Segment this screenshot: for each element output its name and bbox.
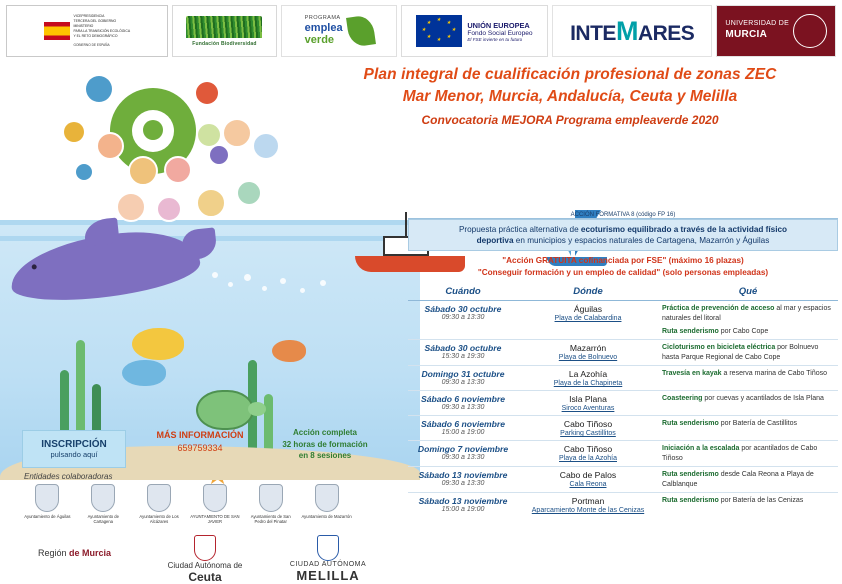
ue-line3: El FSE invierte en tu futuro [467, 36, 523, 42]
fish-icon [272, 340, 306, 362]
ue-line1: UNIÓN EUROPEA [467, 20, 530, 30]
crest-icon [315, 484, 339, 512]
illustration [0, 60, 420, 480]
crest-icon [147, 484, 171, 512]
collaborator-name: Ayuntamiento de San Pedro del Pinatar [250, 514, 291, 525]
column-header-what: Qué [658, 284, 838, 301]
empleaverde-emplea: emplea [304, 21, 343, 34]
row-date: Domingo 31 octubre [421, 369, 505, 380]
cell-when [408, 467, 518, 493]
cell-where [518, 391, 658, 416]
gear-icon [64, 122, 84, 142]
empleaverde-programa: PROGRAMA [304, 15, 341, 22]
row-place: Cabo Tiñoso [563, 419, 613, 430]
row-time: 09:30 a 13:30 [441, 314, 485, 322]
gobierno-text [74, 14, 131, 47]
universidad-text [725, 20, 789, 41]
ceuta-line1: Ciudad Autónoma de [167, 561, 243, 570]
cell-what [658, 416, 838, 441]
fundacion-label: Fundación Biodiversidad [192, 40, 257, 47]
activity-rest: por Cabo Cope [718, 327, 769, 335]
row-place-sub: Playa de Calabardina [554, 315, 622, 323]
fish-icon [122, 360, 166, 386]
collaborator-logo [189, 484, 240, 524]
cell-what [658, 301, 838, 340]
row-place-sub: Playa de la Chapineta [553, 380, 623, 388]
avatar [252, 132, 280, 160]
intemares-wordmark [570, 16, 694, 47]
universidad-line1: UNIVERSIDAD DE [725, 20, 790, 28]
logo-intemares [552, 5, 712, 57]
row-activity [662, 419, 834, 428]
row-activity [662, 444, 834, 463]
table-row [408, 416, 838, 441]
collaborator-name: Ayuntamiento de Los Alcázares [139, 514, 179, 525]
row-place-sub: Playa de la Azohía [559, 455, 617, 463]
row-place: Mazarrón [569, 343, 607, 354]
row-place-sub: Siroco Aventuras [561, 405, 615, 413]
spain-flag-icon [44, 22, 70, 40]
crest-icon [91, 484, 115, 512]
row-place: La Azohía [568, 369, 608, 380]
leaf-icon [346, 14, 376, 47]
melilla-line2: MELILLA [296, 568, 360, 583]
activity-bold: Iniciación a la escalada [662, 445, 740, 453]
table-row [408, 467, 838, 493]
activity-bold: Ruta senderismo [662, 420, 719, 428]
row-activity [662, 470, 834, 489]
collaborator-name: Ayuntamiento de Cartagena [87, 514, 119, 525]
row-activity [662, 304, 834, 323]
table-row [408, 340, 838, 366]
collaborators-row [22, 484, 352, 524]
grass-icon [186, 16, 262, 38]
cell-what [658, 366, 838, 391]
activity-bold: Ruta senderismo [662, 497, 719, 505]
gob-line3: MINISTERIO [73, 24, 94, 29]
row-date: Sábado 6 noviembre [420, 394, 506, 405]
row-date: Domingo 7 noviembre [417, 444, 509, 455]
row-date: Sábado 30 octubre [424, 304, 502, 315]
inscription-subtitle: pulsando aquí [50, 450, 98, 459]
cell-when [408, 441, 518, 467]
table-row [408, 391, 838, 416]
complete-action-line2: 32 horas de formación [282, 439, 368, 449]
more-info-phone[interactable]: 659759334 [177, 443, 223, 453]
row-place: Cabo Tiñoso [563, 444, 613, 455]
activity-bold: Coasteering [662, 395, 703, 403]
activity-rest: por cuevas y acantilados de Isla Plana [702, 395, 824, 403]
cell-what [658, 441, 838, 467]
activity-rest: desde Cala Reona a Playa de Calblanque [662, 471, 814, 488]
row-place: Portman [571, 496, 605, 507]
row-date: Sábado 6 noviembre [420, 419, 506, 430]
row-date: Sábado 13 noviembre [418, 470, 508, 481]
eu-flag-icon: ★ ★ ★ ★ ★ ★ ★ ★ [416, 15, 462, 47]
title-line-2: Mar Menor, Murcia, Andalucía, Ceuta y Melilla [402, 88, 738, 105]
intemares-mid: M [615, 15, 638, 46]
activity-bold: Ruta senderismo [662, 327, 719, 335]
gear-icon [210, 146, 228, 164]
row-activity [662, 496, 834, 505]
ceuta-line2: Ceuta [188, 570, 222, 584]
cell-when [408, 391, 518, 416]
table-row [408, 301, 838, 340]
collaborator-logo [134, 484, 185, 524]
collaborator-name: Ayuntamiento de Águilas [24, 514, 71, 519]
cell-where [518, 416, 658, 441]
activity-bold: Travesía en kayak [662, 370, 722, 378]
complete-action-block [270, 427, 380, 462]
title-line-3: Convocatoria MEJORA Programa empleaverde 2020 [421, 113, 719, 127]
avatar [222, 118, 252, 148]
column-header-where: Dónde [518, 284, 658, 301]
row-place: Águilas [573, 304, 603, 315]
gear-hub [143, 120, 163, 140]
cell-what [658, 493, 838, 518]
logo-ceuta [150, 535, 260, 584]
activity-rest: por Batería de las Cenizas [718, 497, 804, 505]
crest-icon [203, 484, 227, 512]
activity-bold: Práctica de prevención de acceso [662, 305, 775, 313]
more-info-block [140, 430, 260, 453]
collaborator-logo [78, 484, 129, 524]
ue-text [467, 21, 532, 42]
row-place-sub: Cala Reona [569, 481, 607, 489]
avatar [236, 180, 262, 206]
row-activity [662, 343, 834, 362]
action-desc-part1: Propuesta práctica alternativa de [458, 225, 581, 234]
gob-line5: Y EL RETO DEMOGRÁFICO [73, 34, 118, 39]
action-desc-bold1: ecoturismo equilibrado a través de la actividad físico [580, 225, 788, 234]
logo-union-europea [401, 5, 548, 57]
turtle-icon [196, 390, 254, 430]
activity-rest: a reserva marina de Cabo Tiñoso [721, 370, 828, 378]
melilla-crest-icon [317, 535, 339, 561]
cell-when [408, 493, 518, 518]
intemares-pre: INTE [570, 21, 616, 45]
empleaverde-text [305, 15, 343, 47]
cell-what [658, 391, 838, 416]
logo-region-murcia [38, 548, 111, 558]
inscription-button[interactable] [22, 430, 126, 468]
avatar [116, 192, 146, 222]
ceuta-crest-icon [194, 535, 216, 561]
collaborators-label: Entidades colaboradoras [24, 472, 113, 481]
avatar [196, 188, 226, 218]
action-note-1: "Acción GRATUITA cofinanciada por FSE" (máximo 16 plazas) [502, 256, 744, 266]
gob-line4: PARA LA TRANSICIÓN ECOLÓGICA [73, 29, 131, 34]
logo-fundacion-biodiversidad [172, 5, 278, 57]
table-header-row [408, 284, 838, 301]
row-place: Isla Plana [569, 394, 607, 405]
action-note-2: "Conseguir formación y un empleo de calidad" (solo personas empleadas) [477, 267, 769, 277]
avatar [96, 132, 124, 160]
gob-line2: TERCERA DEL GOBIERNO [73, 19, 117, 24]
row-activity [662, 327, 834, 336]
crest-icon [35, 484, 59, 512]
row-time: 09:30 a 13:30 [441, 404, 485, 412]
row-time: 15:30 a 19:30 [441, 353, 485, 361]
activity-rest: al mar y espacios naturales del litoral [662, 305, 831, 322]
cell-where [518, 301, 658, 340]
row-date: Sábado 30 octubre [424, 343, 502, 354]
universidad-line2: MURCIA [725, 29, 768, 41]
region-word-1: Región [38, 548, 67, 558]
cell-when [408, 416, 518, 441]
collaborator-name: AYUNTAMIENTO DE SAN JAVIER [190, 514, 240, 525]
activity-rest: por Bolnuevo hasta Parque Regional de Cabo Cope [662, 344, 819, 361]
gear-icon [76, 164, 92, 180]
table-row [408, 493, 838, 518]
cell-where [518, 366, 658, 391]
collaborator-logo [22, 484, 73, 524]
action-desc-part2: en municipios y espacios naturales de Cartagena, Mazarrón y Águilas [513, 236, 770, 246]
title-line-1: Plan integral de cualificación profesional de zonas ZEC [363, 66, 777, 83]
fish-icon [132, 328, 184, 360]
activity-bold: Cicloturismo en bicicleta eléctrica [662, 344, 776, 352]
avatar [128, 156, 158, 186]
gear-icon [86, 76, 112, 102]
row-time: 15:00 a 19:00 [441, 506, 485, 514]
row-place: Cabo de Palos [559, 470, 617, 481]
row-place-sub: Playa de Bolnuevo [558, 354, 618, 362]
cell-what [658, 340, 838, 366]
empleaverde-verde: verde [304, 34, 335, 47]
region-word-2: de Murcia [69, 548, 112, 558]
melilla-line1: CIUDAD AUTÓNOMA [289, 561, 367, 568]
logo-empleaverde [281, 5, 397, 57]
cell-when [408, 301, 518, 340]
table-row [408, 441, 838, 467]
cell-when [408, 366, 518, 391]
gob-line1: VICEPRESIDENCIA [73, 14, 105, 19]
avatar [164, 156, 192, 184]
schedule-table [408, 284, 838, 517]
action-description [408, 219, 838, 251]
cell-what [658, 467, 838, 493]
action-desc-bold2: deportiva [476, 236, 514, 246]
university-seal-icon [793, 14, 827, 48]
cell-where [518, 340, 658, 366]
collaborator-logo [245, 484, 296, 524]
activity-rest: por Batería de Castillitos [718, 420, 797, 428]
cell-where [518, 467, 658, 493]
row-place-sub: Parking Castillitos [560, 430, 616, 438]
row-activity [662, 394, 834, 403]
avatar [196, 122, 222, 148]
action-notes [408, 255, 838, 278]
table-row [408, 366, 838, 391]
row-time: 15:00 a 19:00 [441, 429, 485, 437]
cell-where [518, 493, 658, 518]
column-header-when: Cuándo [408, 284, 518, 301]
row-time: 09:30 a 13:30 [441, 379, 485, 387]
logo-universidad-murcia [716, 5, 836, 57]
ue-line2: Fondo Social Europeo [467, 29, 533, 37]
complete-action-line1: Acción completa [292, 428, 357, 437]
row-time: 09:30 a 13:30 [441, 480, 485, 488]
row-activity [662, 369, 834, 378]
collaborator-name: Ayuntamiento de Mazarrón [301, 514, 352, 519]
row-time: 09:30 a 13:30 [441, 454, 485, 462]
cell-where [518, 441, 658, 467]
intemares-post: ARES [637, 21, 695, 45]
gear-icon [196, 82, 218, 104]
gob-name: GOBIERNO DE ESPAÑA [73, 43, 110, 48]
row-place-sub: Aparcamiento Monte de las Cenizas [531, 507, 645, 515]
activity-bold: Ruta senderismo [662, 471, 719, 479]
action-panel [408, 212, 838, 517]
complete-action-line3: en 8 sesiones [298, 451, 352, 461]
header-logo-bar [0, 0, 842, 62]
logo-melilla [268, 535, 388, 583]
cell-when [408, 340, 518, 366]
more-info-label: MÁS INFORMACIÓN [156, 430, 244, 440]
collaborator-logo [301, 484, 352, 524]
action-code: ACCIÓN FORMATIVA 8 (código FP 16) [408, 212, 838, 219]
row-date: Sábado 13 noviembre [418, 496, 508, 507]
inscription-title: INSCRIPCIÓN [41, 439, 107, 450]
crest-icon [259, 484, 283, 512]
logo-gobierno-espana [6, 5, 168, 57]
activity-rest: por acantilados de Cabo Tiñoso [662, 445, 818, 462]
avatar [156, 196, 182, 222]
